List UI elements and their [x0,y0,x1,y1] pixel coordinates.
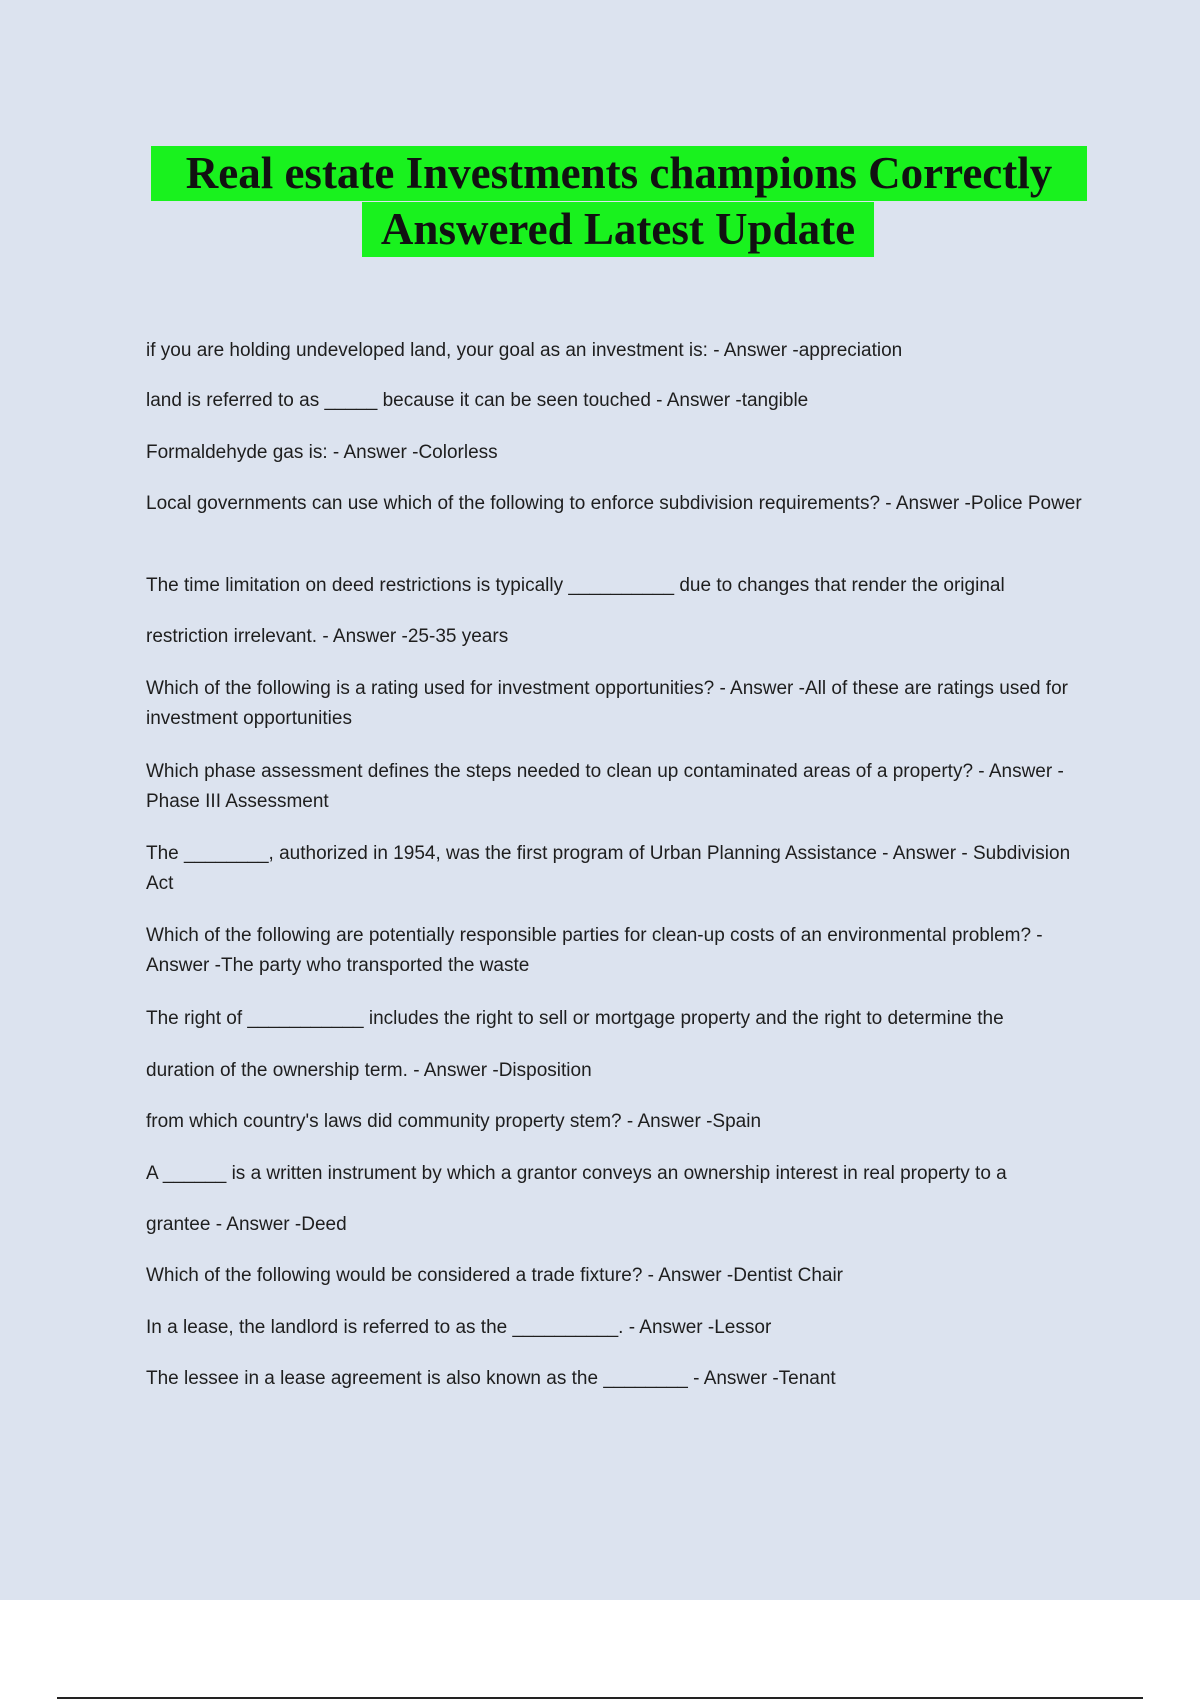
qa-line: Formaldehyde gas is: - Answer -Colorless [146,442,498,463]
qa-line: In a lease, the landlord is referred to as the __________. - Answer -Lessor [146,1317,772,1338]
qa-line: The ________, authorized in 1954, was the first program of Urban Planning Assistance - Answer - Subdivision Act [146,843,1071,894]
qa-line: The time limitation on deed restrictions is typically __________ due to changes that render the original [146,575,1005,596]
qa-line: Which of the following would be considered a trade fixture? - Answer -Dentist Chair [146,1265,844,1286]
qa-line: land is referred to as _____ because it can be seen touched - Answer -tangible [146,390,809,411]
qa-line: The lessee in a lease agreement is also known as the ________ - Answer -Tenant [146,1368,836,1389]
qa-line: from which country's laws did community property stem? - Answer -Spain [146,1111,762,1132]
title-line-2: Answered Latest Update [362,202,874,257]
qa-line: A ______ is a written instrument by which a grantor conveys an ownership interest in real property to a [146,1163,1007,1184]
qa-line: restriction irrelevant. - Answer -25-35 years [146,626,509,647]
qa-line: Which of the following is a rating used for investment opportunities? - Answer -All of these are ratings used for investment opportunities [146,678,1068,729]
qa-line: Which of the following are potentially responsible parties for clean-up costs of an environmental problem? - Answer -The party who transported the waste [146,925,1043,976]
title-line-1: Real estate Investments champions Correctly [151,146,1087,201]
qa-line: if you are holding undeveloped land, your goal as an investment is: - Answer -appreciation [146,340,903,361]
qa-line: duration of the ownership term. - Answer -Disposition [146,1060,592,1081]
footer-divider [57,1697,1143,1699]
qa-line: Which phase assessment defines the steps needed to clean up contaminated areas of a property? - Answer -Phase III Assessment [146,761,1064,812]
qa-line: grantee - Answer -Deed [146,1214,347,1235]
qa-line: The right of ___________ includes the right to sell or mortgage property and the right to determine the [146,1008,1004,1029]
qa-line: Local governments can use which of the following to enforce subdivision requirements? - Answer -Police Power [146,493,1082,514]
